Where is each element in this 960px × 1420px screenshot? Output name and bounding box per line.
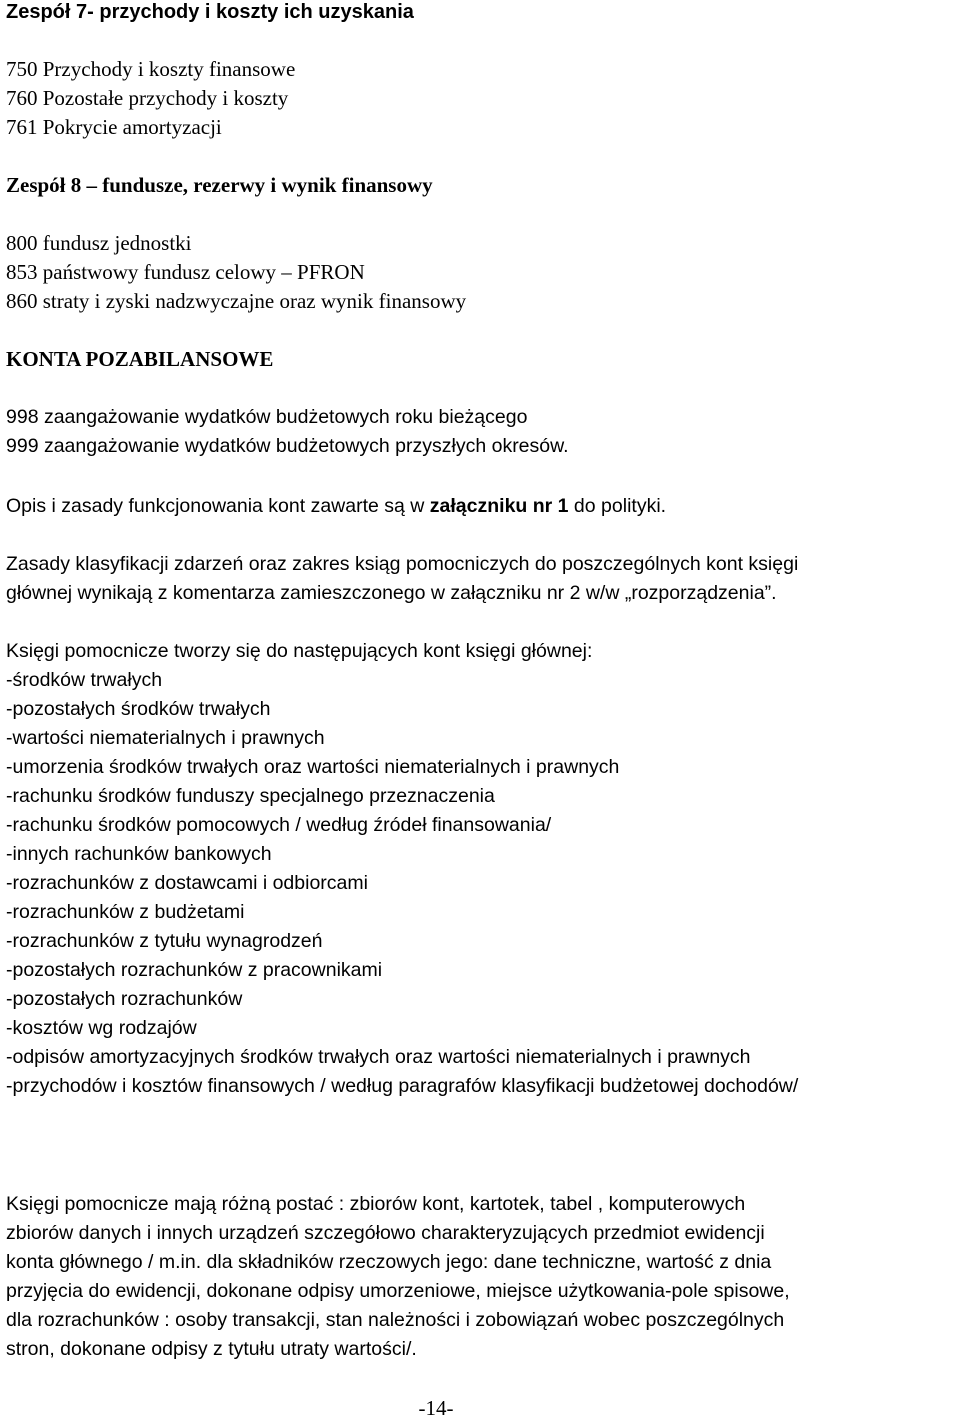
list-item: -przychodów i kosztów finansowych / według paragrafów klasyfikacji budżetowej dochodów/ xyxy=(6,1075,799,1097)
opis-text-before: Opis i zasady funkcjonowania kont zawarte są w xyxy=(6,495,430,517)
account-item: 998 zaangażowanie wydatków budżetowych roku bieżącego xyxy=(6,406,528,428)
section-7-list xyxy=(6,55,295,142)
page-number: -14- xyxy=(418,1396,454,1420)
list-item: -pozostałych rozrachunków z pracownikami xyxy=(6,959,383,981)
account-item: 761 Pokrycie amortyzacji xyxy=(6,115,222,139)
postac-line: konta głównego / m.in. dla składników rzeczowych jego: dane techniczne, wartość z dnia xyxy=(6,1251,772,1273)
section-8-title: Zespół 8 – fundusze, rezerwy i wynik finansowy xyxy=(6,173,433,197)
list-item: -pozostałych środków trwałych xyxy=(6,698,271,720)
section-7 xyxy=(6,0,414,24)
postac-line: stron, dokonane odpisy z tytułu utraty wartości/. xyxy=(6,1338,417,1360)
account-item: 853 państwowy fundusz celowy – PFRON xyxy=(6,260,365,284)
postac-line: zbiorów danych i innych urządzeń szczegółowo charakteryzujących przedmiot ewidencji xyxy=(6,1222,765,1244)
list-item: -odpisów amortyzacyjnych środków trwałych oraz wartości niematerialnych i prawnych xyxy=(6,1046,751,1068)
offbalance-section xyxy=(6,345,273,374)
ksiegi-intro: Księgi pomocnicze tworzy się do następujących kont księgi głównej: xyxy=(6,640,593,662)
opis-text-after: do polityki. xyxy=(568,495,667,517)
account-item: 760 Pozostałe przychody i koszty xyxy=(6,86,289,110)
zasady-line: Zasady klasyfikacji zdarzeń oraz zakres ksiąg pomocniczych do poszczególnych kont księgi xyxy=(6,553,799,575)
zasady-paragraph xyxy=(6,550,798,608)
offbalance-title: KONTA POZABILANSOWE xyxy=(6,347,274,371)
account-item: 860 straty i zyski nadzwyczajne oraz wynik finansowy xyxy=(6,289,467,313)
list-item: -innych rachunków bankowych xyxy=(6,843,272,865)
postac-line: przyjęcia do ewidencji, dokonane odpisy umorzeniowe, miejsce użytkowania-pole spisowe, xyxy=(6,1280,790,1302)
zasady-line: głównej wynikają z komentarza zamieszczonego w załączniku nr 2 w/w „rozporządzenia”. xyxy=(6,582,777,604)
opis-attachment-ref: załączniku nr 1 xyxy=(429,495,569,517)
opis-paragraph xyxy=(6,492,666,521)
postac-paragraph xyxy=(6,1190,790,1364)
list-item: -wartości niematerialnych i prawnych xyxy=(6,727,325,749)
ksiegi-section xyxy=(6,637,798,1101)
account-item: 800 fundusz jednostki xyxy=(6,231,192,255)
account-item: 999 zaangażowanie wydatków budżetowych przyszłych okresów. xyxy=(6,435,569,457)
list-item: -rozrachunków z tytułu wynagrodzeń xyxy=(6,930,323,952)
section-8 xyxy=(6,171,433,200)
list-item: -kosztów wg rodzajów xyxy=(6,1017,197,1039)
offbalance-list xyxy=(6,403,569,461)
list-item: -rachunku środków pomocowych / według źródeł finansowania/ xyxy=(6,814,552,836)
postac-line: dla rozrachunków : osoby transakcji, stan należności i zobowiązań wobec poszczególnych xyxy=(6,1309,785,1331)
list-item: -środków trwałych xyxy=(6,669,163,691)
section-8-list xyxy=(6,229,466,316)
list-item: -rachunku środków funduszy specjalnego przeznaczenia xyxy=(6,785,495,807)
section-7-title: Zespół 7- przychody i koszty ich uzyskania xyxy=(6,1,414,23)
list-item: -rozrachunków z budżetami xyxy=(6,901,245,923)
list-item: -pozostałych rozrachunków xyxy=(6,988,243,1010)
list-item: -rozrachunków z dostawcami i odbiorcami xyxy=(6,872,368,894)
postac-line: Księgi pomocnicze mają różną postać : zbiorów kont, kartotek, tabel , komputerowych xyxy=(6,1193,746,1215)
account-item: 750 Przychody i koszty finansowe xyxy=(6,57,296,81)
list-item: -umorzenia środków trwałych oraz wartości niematerialnych i prawnych xyxy=(6,756,620,778)
